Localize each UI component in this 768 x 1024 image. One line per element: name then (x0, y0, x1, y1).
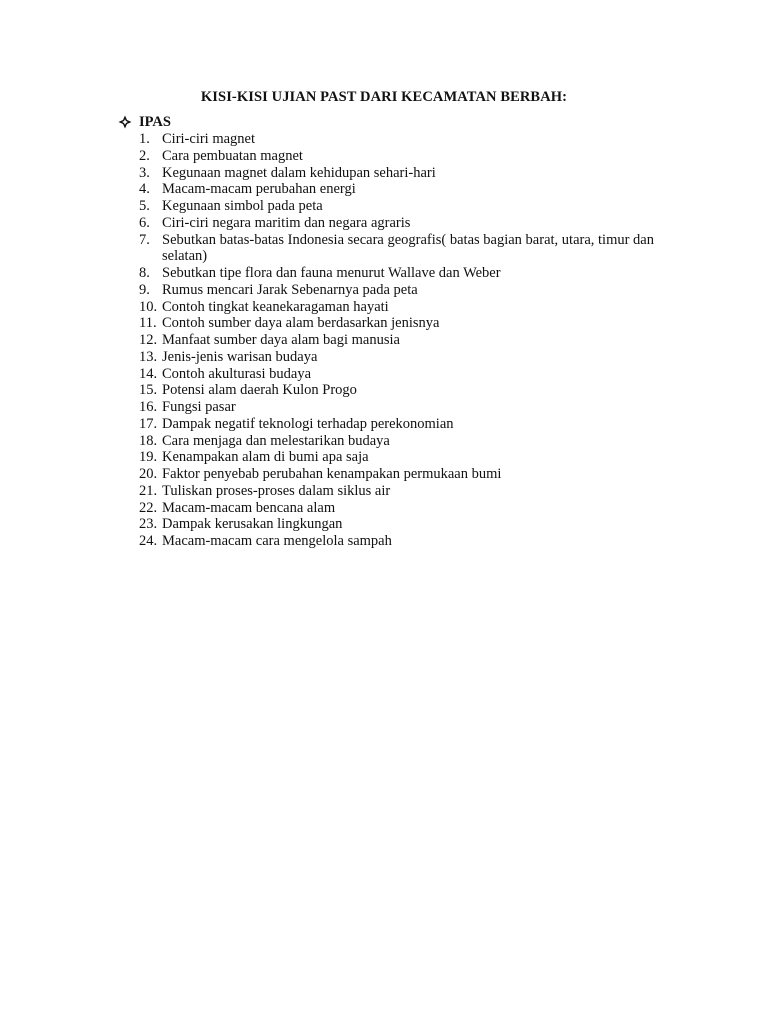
list-item-number: 6. (139, 214, 150, 231)
list-item (118, 315, 682, 332)
list-item-text: Cara pembuatan magnet (162, 147, 303, 164)
list-item-number: 24. (139, 533, 158, 549)
document-title: KISI-KISI UJIAN PAST DARI KECAMATAN BERBAH: (200, 89, 568, 105)
section-ipas (118, 114, 678, 550)
list-item-number: 10. (139, 298, 158, 315)
list-item-number: 7. (139, 231, 150, 248)
list-item-number: 1. (139, 131, 150, 147)
list-item-text: Dampak negatif teknologi terhadap perekonomian (162, 415, 454, 432)
list-item-text: Macam-macam cara mengelola sampah (162, 533, 392, 549)
list-item-number: 18. (139, 432, 158, 449)
list-item-text: Contoh sumber daya alam berdasarkan jenisnya (162, 315, 440, 332)
list-item-text: Potensi alam daerah Kulon Progo (162, 382, 357, 399)
list-item (118, 516, 682, 533)
list-item-text: Kegunaan magnet dalam kehidupan sehari-hari (162, 164, 436, 181)
list-item-text: Dampak kerusakan lingkungan (162, 516, 343, 533)
list-item-number: 15. (139, 382, 158, 399)
list-item-number: 20. (139, 466, 158, 482)
list-item (118, 332, 682, 349)
list-item (118, 466, 682, 483)
list-item-text: Macam-macam perubahan energi (162, 181, 356, 198)
section-heading (118, 114, 678, 131)
diamond-bullet-icon (118, 115, 132, 129)
list-item (118, 165, 682, 182)
list-item-number: 5. (139, 198, 150, 214)
list-item (118, 382, 682, 399)
section-heading-label: IPAS (139, 114, 171, 130)
list-item (118, 215, 682, 232)
list-item (118, 349, 682, 366)
list-item (118, 131, 682, 148)
list-item (118, 416, 682, 433)
list-item-number: 2. (139, 147, 150, 164)
list-item (118, 366, 682, 383)
list-item-text: Ciri-ciri negara maritim dan negara agraris (162, 214, 411, 231)
list-item-number: 17. (139, 415, 158, 432)
list-item-number: 9. (139, 281, 150, 298)
list-item-text: Ciri-ciri magnet (162, 131, 256, 147)
list-item (118, 433, 682, 450)
list-item (118, 299, 682, 316)
list-item (118, 148, 682, 165)
list-item-text: Jenis-jenis warisan budaya (162, 348, 318, 365)
list-item-number: 3. (139, 164, 150, 181)
list-item-number: 4. (139, 181, 150, 198)
list-item-number: 19. (139, 449, 158, 466)
list-item-number: 21. (139, 482, 158, 499)
list-item-number: 13. (139, 348, 158, 365)
list-item (118, 483, 682, 500)
list-item-number: 22. (139, 499, 158, 516)
list-item-text: Rumus mencari Jarak Sebenarnya pada peta (162, 281, 418, 298)
list-item-number: 14. (139, 365, 158, 382)
list-item-text: Cara menjaga dan melestarikan budaya (162, 432, 390, 449)
list-item (118, 449, 682, 466)
topic-list (118, 131, 678, 550)
list-item-text: Tuliskan proses-proses dalam siklus air (162, 482, 391, 499)
list-item-text: Fungsi pasar (162, 399, 236, 415)
list-item-text: Macam-macam bencana alam (162, 499, 336, 516)
list-item-text: Kenampakan alam di bumi apa saja (162, 449, 369, 466)
list-item (118, 282, 682, 299)
list-item-text: Sebutkan batas-batas Indonesia secara geografis( batas bagian barat, utara, timur dan selatan) (162, 231, 654, 265)
list-item-number: 12. (139, 332, 158, 348)
list-item (118, 198, 682, 215)
list-item-text: Faktor penyebab perubahan kenampakan permukaan bumi (162, 466, 502, 482)
list-item (118, 533, 682, 550)
list-item-number: 23. (139, 516, 158, 533)
list-item-number: 11. (139, 315, 157, 332)
list-item-text: Contoh tingkat keanekaragaman hayati (162, 298, 389, 315)
list-item-number: 16. (139, 399, 158, 415)
list-item-number: 8. (139, 265, 150, 281)
list-item (118, 181, 682, 198)
list-item-text: Contoh akulturasi budaya (162, 365, 312, 382)
list-item (118, 265, 682, 282)
list-item (118, 500, 682, 517)
list-item-text: Sebutkan tipe flora dan fauna menurut Wallave dan Weber (162, 265, 501, 281)
list-item (118, 232, 682, 266)
list-item-text: Kegunaan simbol pada peta (162, 198, 323, 214)
list-item-text: Manfaat sumber daya alam bagi manusia (162, 332, 400, 348)
list-item (118, 399, 682, 416)
